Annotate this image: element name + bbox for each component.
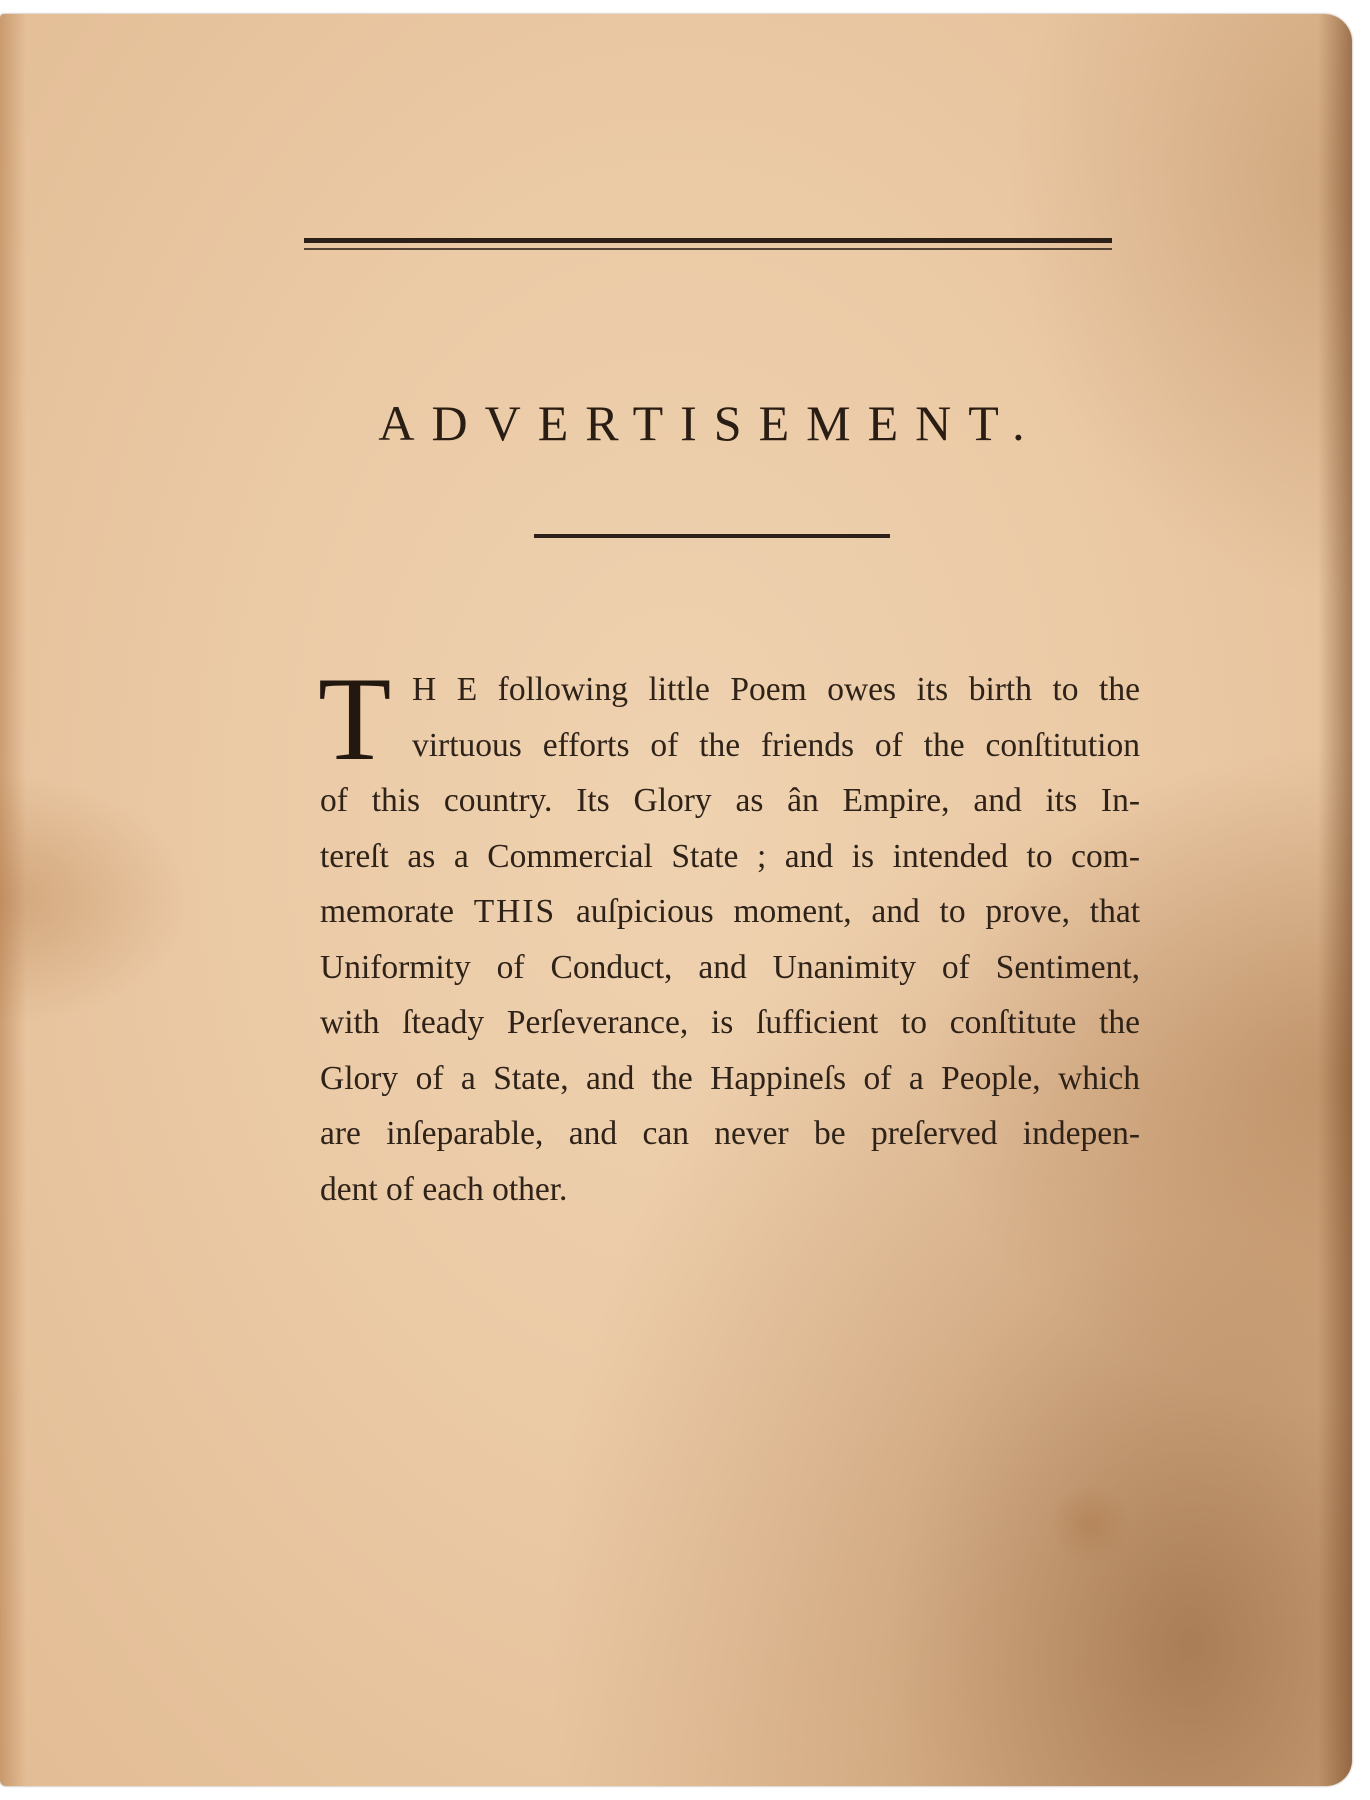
drop-cap: T: [318, 652, 392, 785]
paper-stain: [1050, 1484, 1130, 1564]
text-line: with ſteady Perſeverance, is ſufficient to conſtitute the: [320, 1004, 1140, 1041]
page-heading: ADVERTISEMENT.: [378, 395, 1042, 451]
page-edge-left: [0, 14, 26, 1786]
advertisement-paragraph: [318, 652, 1140, 1217]
text-line: H E following little Poem owes its birth to the: [412, 671, 1140, 708]
text-line: are inſeparable, and can never be preſerved indepen-: [320, 1115, 1140, 1152]
header-double-rule: [304, 238, 1112, 250]
page-edge-right: [1318, 14, 1352, 1786]
document-page: [0, 14, 1352, 1786]
text-line: Uniformity of Conduct, and Unanimity of Sentiment,: [320, 948, 1140, 986]
heading-underline-rule: [534, 534, 890, 538]
text-line: Glory of a State, and the Happineſs of a People, which: [320, 1059, 1140, 1097]
text-line: virtuous efforts of the friends of the conſtitution: [412, 726, 1140, 764]
text-line: tereſt as a Commercial State ; and is intended to com-: [320, 837, 1140, 875]
text-line: dent of each other.: [320, 1170, 568, 1208]
text-line: of this country. Its Glory as ân Empire, and its In-: [320, 782, 1140, 819]
text-line: memorate THIS auſpicious moment, and to prove, that: [320, 893, 1140, 930]
